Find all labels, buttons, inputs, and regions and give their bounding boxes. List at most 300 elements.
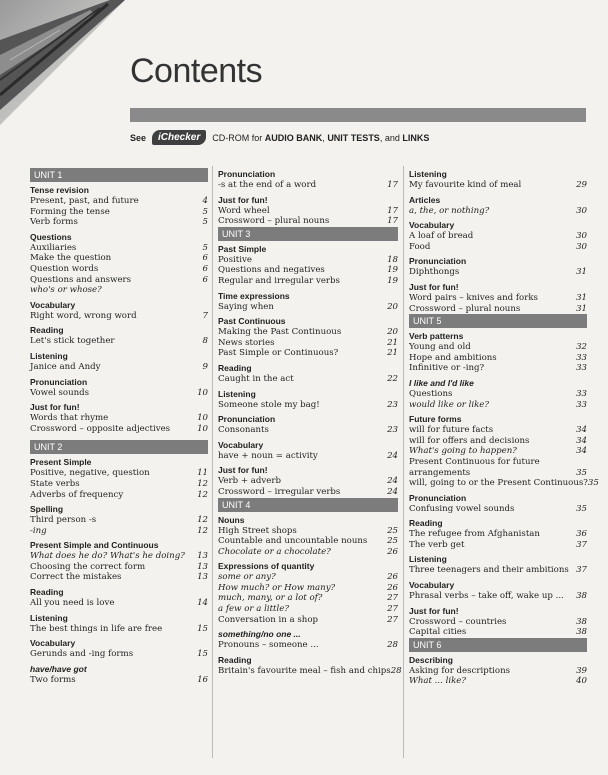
- section-heading: Vocabulary: [409, 220, 455, 231]
- entry-title: Adverbs of frequency: [30, 489, 124, 500]
- page-number: 33: [576, 399, 587, 410]
- page-number: 19: [387, 265, 398, 276]
- entry-title: Food: [409, 241, 431, 252]
- entry-title: will for offers and decisions: [409, 435, 530, 446]
- links-label: LINKS: [402, 132, 430, 143]
- unit-header: UNIT 1: [30, 168, 208, 182]
- contents-entry[interactable]: [409, 425, 587, 436]
- page-number: 10: [197, 423, 208, 434]
- contents-entry[interactable]: [30, 551, 208, 562]
- entry-title: Third person -s: [30, 515, 97, 526]
- contents-entry[interactable]: [30, 253, 208, 264]
- column-divider-1: [212, 166, 213, 758]
- entry-title: Right word, wrong word: [30, 310, 137, 321]
- page-number: 12: [197, 478, 208, 489]
- contents-entry[interactable]: [409, 529, 587, 540]
- page-number: 29: [576, 180, 587, 190]
- entry-title: State verbs: [30, 478, 80, 489]
- and-text: , and: [379, 132, 400, 143]
- entry-title: Word wheel: [218, 205, 270, 216]
- page-number: 26: [387, 582, 398, 593]
- contents-column-3: [409, 166, 599, 687]
- unit-header: UNIT 4: [218, 498, 398, 512]
- section-heading: Pronunciation: [218, 169, 276, 179]
- entry-title: A loaf of bread: [409, 231, 474, 242]
- entry-title: How much? or How many?: [218, 582, 336, 593]
- page-number: 13: [197, 551, 208, 562]
- section-heading: Just for fun!: [218, 465, 268, 476]
- page-number: 27: [387, 604, 398, 615]
- section-heading: Time expressions: [218, 290, 290, 301]
- page-number: 26: [387, 572, 398, 583]
- contents-entry[interactable]: [218, 487, 398, 498]
- contents-entry[interactable]: [30, 336, 208, 347]
- contents-entry[interactable]: [30, 243, 208, 254]
- contents-entry[interactable]: [409, 436, 587, 447]
- section-heading: Past Simple: [218, 243, 267, 254]
- entry-title: -ing: [30, 525, 47, 536]
- entry-title: Three teenagers and their ambitions: [409, 565, 569, 576]
- entry-title: Infinitive or -ing?: [409, 363, 485, 374]
- contents-entry[interactable]: [409, 206, 587, 217]
- entry-title: High Street shops: [218, 525, 297, 536]
- entry-title: Correct the mistakes: [30, 572, 122, 583]
- page-number: 22: [387, 373, 398, 384]
- unit-header: UNIT 5: [409, 314, 587, 328]
- section-heading: Questions: [30, 231, 72, 242]
- contents-entry[interactable]: [409, 478, 599, 489]
- contents-entry[interactable]: [30, 388, 208, 399]
- contents-entry[interactable]: [409, 353, 587, 364]
- contents-entry[interactable]: [30, 624, 208, 635]
- section-heading: Reading: [218, 362, 252, 373]
- section-heading: Just for fun!: [409, 605, 459, 616]
- page-number: 10: [197, 413, 208, 424]
- contents-entry[interactable]: [30, 207, 208, 218]
- contents-entry[interactable]: [218, 348, 398, 359]
- entry-title: Saying when: [218, 301, 274, 312]
- section-heading: I like and I'd like: [409, 377, 474, 388]
- entry-title: Crossword – plural nouns: [218, 216, 330, 227]
- page-number: 12: [197, 515, 208, 526]
- section-heading: Pronunciation: [409, 256, 467, 267]
- contents-entry[interactable]: [218, 536, 398, 547]
- entry-title: Making the Past Continuous: [218, 327, 342, 338]
- section-heading: Vocabulary: [30, 638, 76, 649]
- entry-title: Confusing vowel sounds: [409, 503, 515, 514]
- page-number: 8: [202, 336, 208, 347]
- section-heading: Past Continuous: [218, 316, 286, 327]
- contents-entry[interactable]: [218, 327, 398, 338]
- entry-title: will for future facts: [409, 425, 494, 436]
- contents-entry[interactable]: [409, 676, 587, 687]
- entry-title: Britain's favourite meal – fish and chips: [218, 665, 391, 676]
- section-heading: Just for fun!: [218, 194, 268, 205]
- page-number: 38: [576, 616, 587, 627]
- section-heading: Listening: [218, 388, 256, 399]
- contents-entry[interactable]: [218, 526, 398, 537]
- contents-entry[interactable]: [409, 540, 587, 551]
- section-heading: Listening: [30, 350, 68, 361]
- contents-entry[interactable]: [218, 640, 398, 651]
- page-number: [190, 285, 208, 296]
- unit-header: UNIT 6: [409, 638, 587, 652]
- section-heading: Describing: [409, 654, 453, 665]
- page-number: 24: [387, 476, 398, 487]
- page-number: 33: [576, 352, 587, 363]
- page-number: 19: [387, 275, 398, 286]
- section-heading: Articles: [409, 194, 441, 205]
- page-number: 31: [576, 292, 587, 303]
- entry-title: All you need is love: [30, 598, 115, 609]
- contents-entry[interactable]: [218, 425, 398, 436]
- entry-title: Gerunds and -ing forms: [30, 649, 134, 660]
- section-heading: Expressions of quantity: [218, 561, 315, 572]
- contents-entry[interactable]: [218, 547, 398, 558]
- entry-title: Vowel sounds: [30, 387, 90, 398]
- section-heading: Vocabulary: [409, 580, 455, 591]
- page-number: 23: [387, 425, 398, 436]
- entry-title: What's going to happen?: [409, 446, 517, 457]
- contents-entry[interactable]: [409, 293, 587, 304]
- entry-title: Consonants: [218, 425, 269, 436]
- section-heading: Listening: [409, 169, 447, 179]
- entry-title: My favourite kind of meal: [409, 180, 522, 190]
- entry-title: Conversation in a shop: [218, 614, 318, 625]
- page-number: 37: [576, 565, 587, 576]
- entry-title: Questions and negatives: [218, 265, 325, 276]
- entry-title: Present Continuous for future: [409, 456, 540, 467]
- contents-entry[interactable]: [218, 583, 398, 594]
- contents-entry[interactable]: [30, 562, 208, 573]
- entry-title: Let's stick together: [30, 336, 115, 347]
- ichecker-note: [130, 130, 429, 145]
- contents-column-1: [30, 166, 208, 685]
- contents-entry[interactable]: [409, 342, 587, 353]
- page-number: 33: [576, 388, 587, 399]
- contents-entry[interactable]: [409, 617, 587, 628]
- contents-entry[interactable]: [218, 476, 398, 487]
- entry-title: Choosing the correct form: [30, 561, 146, 572]
- entry-title: Positive: [218, 254, 252, 265]
- page-number: 39: [576, 665, 587, 676]
- contents-entry[interactable]: [409, 400, 587, 411]
- page-number: 34: [576, 425, 587, 436]
- contents-entry[interactable]: [409, 565, 587, 576]
- section-heading: Future forms: [409, 414, 462, 425]
- contents-entry[interactable]: [218, 276, 398, 287]
- entry-title: Make the question: [30, 253, 112, 264]
- page-number: 25: [387, 525, 398, 536]
- contents-entry[interactable]: [30, 598, 208, 609]
- contents-entry[interactable]: [30, 362, 208, 373]
- entry-title: Verb + adverb: [218, 476, 281, 487]
- contents-entry[interactable]: [409, 457, 587, 468]
- section-heading: Tense revision: [30, 185, 89, 195]
- section-heading: have/have got: [30, 663, 87, 674]
- cover-photo: [0, 0, 125, 125]
- contents-entry[interactable]: [30, 311, 208, 322]
- contents-entry[interactable]: [218, 400, 398, 411]
- entry-title: -s at the end of a word: [218, 180, 317, 190]
- entry-title: Chocolate or a chocolate?: [218, 546, 331, 557]
- contents-entry[interactable]: [218, 604, 398, 615]
- section-heading: Reading: [409, 518, 443, 529]
- entry-title: The refugee from Afghanistan: [409, 529, 540, 540]
- contents-entry[interactable]: [218, 206, 398, 217]
- contents-entry[interactable]: [30, 424, 208, 435]
- page-number: 27: [387, 593, 398, 604]
- section-heading: Verb patterns: [409, 331, 464, 342]
- contents-entry[interactable]: [30, 196, 208, 207]
- audio-bank-label: AUDIO BANK: [264, 132, 323, 143]
- section-heading: Reading: [218, 654, 252, 665]
- entry-title: Regular and irregular verbs: [218, 275, 340, 286]
- section-heading: Just for fun!: [30, 402, 80, 413]
- contents-entry[interactable]: [409, 304, 587, 315]
- page-title: Contents: [130, 52, 263, 90]
- contents-entry[interactable]: [218, 338, 398, 349]
- page-number: 32: [576, 342, 587, 353]
- section-heading: Pronunciation: [218, 414, 276, 425]
- contents-entry[interactable]: [218, 451, 398, 462]
- entry-title: Pronouns – someone ...: [218, 640, 319, 651]
- page-number: 7: [202, 310, 208, 321]
- page-number: 17: [387, 216, 398, 227]
- page-number: 5: [202, 217, 208, 228]
- entry-title: Janice and Andy: [30, 361, 101, 372]
- page-number: 6: [202, 253, 208, 264]
- page-number: 31: [576, 267, 587, 278]
- entry-title: Question words: [30, 263, 99, 274]
- entry-title: Hope and ambitions: [409, 352, 497, 363]
- contents-entry[interactable]: [30, 675, 208, 686]
- contents-entry[interactable]: [409, 242, 587, 253]
- contents-entry[interactable]: [30, 285, 208, 296]
- entry-title: Word pairs – knives and forks: [409, 292, 538, 303]
- contents-entry[interactable]: [218, 216, 398, 227]
- page-number: 13: [197, 572, 208, 583]
- page-number: 37: [576, 539, 587, 550]
- page-number: 38: [576, 591, 587, 602]
- entry-title: Past Simple or Continuous?: [218, 348, 339, 359]
- contents-entry[interactable]: [30, 264, 208, 275]
- contents-entry[interactable]: [218, 615, 398, 626]
- entry-title: Verb forms: [30, 217, 78, 228]
- unit-tests-label: UNIT TESTS: [327, 132, 380, 143]
- page-number: 15: [197, 649, 208, 660]
- page-number: 20: [387, 301, 398, 312]
- contents-entry[interactable]: [218, 255, 398, 266]
- page-number: 20: [387, 327, 398, 338]
- contents-entry[interactable]: [218, 374, 398, 385]
- page-number: 24: [387, 486, 398, 497]
- page-number: 36: [576, 529, 587, 540]
- entry-title: Phrasal verbs – take off, wake up ...: [409, 591, 564, 602]
- contents-entry[interactable]: [218, 302, 398, 313]
- section-heading: Just for fun!: [409, 281, 459, 292]
- entry-title: Forming the tense: [30, 206, 110, 217]
- contents-entry[interactable]: [218, 665, 402, 677]
- entry-title: Questions and answers: [30, 274, 132, 285]
- page-number: 26: [387, 546, 398, 557]
- contents-entry[interactable]: [409, 180, 587, 191]
- page-number: 38: [576, 627, 587, 638]
- page-number: 9: [202, 361, 208, 372]
- entry-title: would like or like?: [409, 399, 489, 410]
- contents-entry[interactable]: [218, 572, 398, 583]
- contents-entry[interactable]: [409, 504, 587, 515]
- entry-title: a, the, or nothing?: [409, 205, 490, 216]
- section-heading: Pronunciation: [30, 376, 88, 387]
- page-number: [569, 457, 587, 468]
- section-heading: Listening: [30, 612, 68, 623]
- contents-entry[interactable]: [409, 267, 587, 278]
- page-number: 11: [197, 468, 208, 479]
- contents-entry[interactable]: [409, 231, 587, 242]
- cdrom-text: CD-ROM for: [212, 132, 263, 143]
- page-number: 6: [202, 263, 208, 274]
- entry-title: What ... like?: [409, 676, 467, 687]
- entry-title: have + noun = activity: [218, 450, 318, 461]
- page-number: 35: [576, 503, 587, 514]
- contents-entry[interactable]: [30, 490, 208, 501]
- page-number: 30: [576, 241, 587, 252]
- separator: ,: [322, 132, 325, 143]
- entry-title: Present, past, and future: [30, 196, 139, 206]
- entry-title: Positive, negative, question: [30, 468, 150, 479]
- page-number: 28: [390, 665, 402, 676]
- section-heading: something/no one ...: [218, 629, 301, 640]
- entry-title: Diphthongs: [409, 267, 460, 278]
- contents-entry[interactable]: [409, 389, 587, 400]
- page-number: 5: [202, 242, 208, 253]
- page-number: 25: [387, 536, 398, 547]
- entry-title: Crossword – opposite adjectives: [30, 423, 171, 434]
- entry-title: What does he do? What's he doing?: [30, 551, 185, 562]
- contents-entry[interactable]: [30, 479, 208, 490]
- entry-title: much, many, or a lot of?: [218, 593, 323, 604]
- column-divider-2: [403, 166, 404, 758]
- contents-entry[interactable]: [409, 363, 587, 374]
- page-number: 14: [197, 598, 208, 609]
- entry-title: Words that rhyme: [30, 413, 109, 424]
- section-heading: Nouns: [218, 514, 245, 525]
- section-heading: Listening: [409, 554, 447, 565]
- page-number: 35: [587, 478, 599, 489]
- contents-entry[interactable]: [409, 591, 587, 602]
- contents-entry[interactable]: [30, 526, 208, 537]
- entry-title: arrangements: [409, 467, 471, 478]
- entry-title: Crossword – irregular verbs: [218, 486, 341, 497]
- entry-title: Caught in the act: [218, 373, 294, 384]
- page-number: 12: [197, 489, 208, 500]
- contents-entry[interactable]: [30, 275, 208, 286]
- ichecker-badge: iChecker: [152, 130, 206, 145]
- contents-entry[interactable]: [218, 593, 398, 604]
- section-heading: Pronunciation: [409, 492, 467, 503]
- page-number: 4: [202, 196, 208, 206]
- page-number: 34: [576, 446, 587, 457]
- entry-title: who's or whose?: [30, 285, 102, 296]
- page-number: 21: [387, 348, 398, 359]
- entry-title: Questions: [409, 388, 453, 399]
- entry-title: The verb get: [409, 539, 465, 550]
- entry-title: The best things in life are free: [30, 623, 163, 634]
- unit-header: UNIT 3: [218, 227, 398, 241]
- entry-title: Young and old: [409, 342, 471, 353]
- entry-title: some or any?: [218, 572, 276, 583]
- section-heading: Spelling: [30, 504, 64, 515]
- entry-title: a few or a little?: [218, 604, 289, 615]
- page-number: 30: [576, 205, 587, 216]
- entry-title: Capital cities: [409, 627, 467, 638]
- contents-entry[interactable]: [30, 217, 208, 228]
- entry-title: Auxiliaries: [30, 242, 77, 253]
- page-number: 35: [576, 467, 587, 478]
- page-number: 17: [387, 205, 398, 216]
- contents-entry[interactable]: [409, 446, 587, 457]
- entry-title: News stories: [218, 337, 275, 348]
- page-number: 21: [387, 337, 398, 348]
- page-number: 17: [387, 180, 398, 190]
- page-number: 30: [576, 231, 587, 242]
- contents-entry[interactable]: [30, 515, 208, 526]
- contents-entry[interactable]: [30, 572, 208, 583]
- page-number: 34: [576, 435, 587, 446]
- section-heading: Reading: [30, 325, 64, 336]
- page-number: 12: [197, 525, 208, 536]
- page-number: 16: [197, 674, 208, 685]
- entry-title: Crossword – plural nouns: [409, 303, 521, 314]
- contents-entry[interactable]: [218, 180, 398, 191]
- title-bar: [130, 108, 586, 122]
- entry-title: Someone stole my bag!: [218, 399, 320, 410]
- contents-entry[interactable]: [409, 468, 587, 479]
- contents-entry[interactable]: [409, 627, 587, 638]
- section-heading: Reading: [30, 587, 64, 598]
- see-label: See: [130, 132, 147, 143]
- entry-title: Asking for descriptions: [409, 665, 511, 676]
- page-number: 18: [387, 254, 398, 265]
- unit-header: UNIT 2: [30, 440, 208, 454]
- contents-entry[interactable]: [409, 666, 587, 677]
- section-heading: Present Simple and Continuous: [30, 540, 159, 551]
- entry-title: will, going to or the Present Continuous?: [409, 478, 588, 489]
- contents-entry[interactable]: [30, 649, 208, 660]
- page-number: 15: [197, 623, 208, 634]
- page-number: 27: [387, 614, 398, 625]
- page-number: 6: [202, 274, 208, 285]
- page-number: 31: [576, 303, 587, 314]
- page-number: 40: [576, 676, 587, 687]
- contents-entry[interactable]: [30, 468, 208, 479]
- entry-title: Crossword – countries: [409, 616, 507, 627]
- page-number: 23: [387, 399, 398, 410]
- section-heading: Present Simple: [30, 457, 92, 468]
- page-number: 5: [202, 206, 208, 217]
- entry-title: Two forms: [30, 674, 76, 685]
- section-heading: Vocabulary: [30, 299, 76, 310]
- page-number: 10: [197, 387, 208, 398]
- contents-entry[interactable]: [218, 265, 398, 276]
- page-number: 13: [197, 561, 208, 572]
- page-number: 33: [576, 363, 587, 374]
- contents-entry[interactable]: [30, 413, 208, 424]
- contents-column-2: [218, 166, 402, 676]
- page-number: 24: [387, 450, 398, 461]
- entry-title: Countable and uncountable nouns: [218, 536, 368, 547]
